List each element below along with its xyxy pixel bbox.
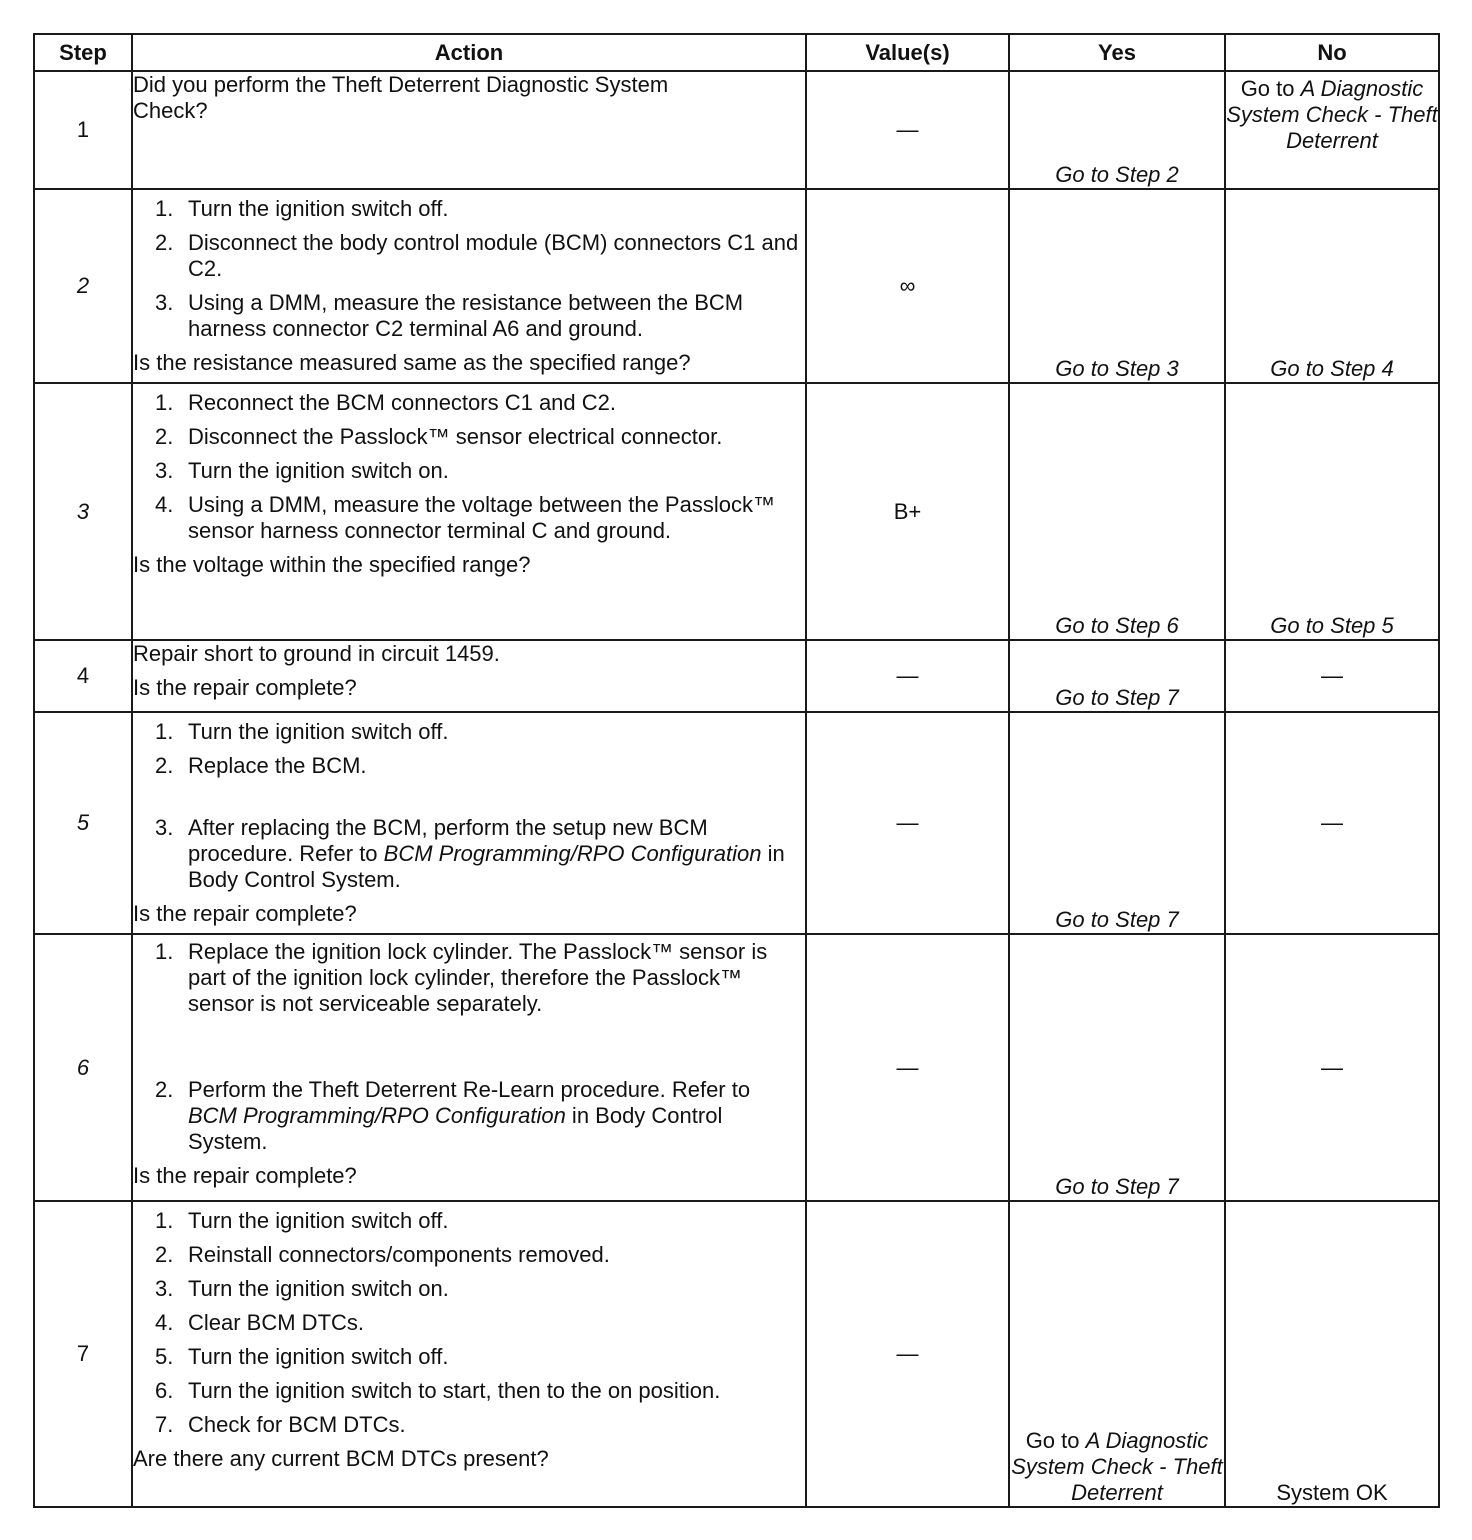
step-number: 7 — [34, 1201, 132, 1507]
action-question: Is the voltage within the specified range? — [133, 552, 531, 577]
action-step: 7. Check for BCM DTCs. — [155, 1412, 406, 1437]
step-number: 3 — [34, 383, 132, 640]
yes-cell: Go to Step 6 — [1009, 383, 1225, 640]
action-cell — [132, 71, 806, 189]
action-steps — [133, 719, 805, 893]
action-step: 2. Replace the BCM. — [155, 753, 367, 778]
reference-link: BCM Programming/RPO Configuration — [383, 841, 762, 866]
table-row — [34, 1201, 1439, 1507]
action-step: 2. Reinstall connectors/components removed. — [155, 1242, 610, 1267]
action-cell — [132, 189, 806, 383]
step-number: 4 — [34, 640, 132, 712]
action-question: Is the repair complete? — [133, 675, 357, 700]
action-step: 2. Disconnect the Passlock™ sensor electrical connector. — [155, 424, 723, 449]
yes-cell: Go to Step 7 — [1009, 640, 1225, 712]
table-row — [34, 640, 1439, 712]
action-step: 6. Turn the ignition switch to start, then to the on position. — [155, 1378, 721, 1403]
action-step: 2. Perform the Theft Deterrent Re-Learn procedure. Refer to BCM Programming/RPO Configuration in Body Control System. — [155, 1077, 751, 1154]
action-step: 1. Reconnect the BCM connectors C1 and C2. — [155, 390, 617, 415]
no-cell: — — [1225, 712, 1439, 934]
no-prefix: Go to — [1240, 76, 1301, 101]
action-step: 3. Using a DMM, measure the resistance between the BCM harness connector C2 terminal A6 and ground. — [155, 290, 744, 341]
yes-cell: Go to Step 7 — [1009, 934, 1225, 1201]
action-text: Repair short to ground in circuit 1459. — [133, 641, 500, 666]
action-cell — [132, 383, 806, 640]
action-step: 1. Turn the ignition switch off. — [155, 1208, 449, 1233]
yes-cell: Go to Step 3 — [1009, 189, 1225, 383]
yes-cell: Go to Step 7 — [1009, 712, 1225, 934]
action-steps — [133, 390, 805, 544]
action-step: 1. Replace the ignition lock cylinder. The Passlock™ sensor is part of the ignition lock cylinder, therefore the Passlock™ sensor is not serviceable separately. — [155, 939, 768, 1016]
header-action: Action — [132, 34, 806, 71]
action-steps — [133, 196, 805, 342]
action-step: 3. After replacing the BCM, perform the setup new BCM procedure. Refer to BCM Programming/RPO Configuration in Body Control System. — [155, 815, 785, 892]
value-cell: — — [806, 71, 1009, 189]
header-step: Step — [34, 34, 132, 71]
no-cell: Go to Step 4 — [1225, 189, 1439, 383]
header-no: No — [1225, 34, 1439, 71]
action-step: 4. Using a DMM, measure the voltage between the Passlock™ sensor harness connector terminal C and ground. — [155, 492, 775, 543]
value-cell: — — [806, 640, 1009, 712]
header-yes: Yes — [1009, 34, 1225, 71]
action-cell — [132, 934, 806, 1201]
table-row — [34, 712, 1439, 934]
no-cell — [1225, 71, 1439, 189]
action-cell — [132, 640, 806, 712]
action-step: 1. Turn the ignition switch off. — [155, 196, 449, 221]
no-reference: A Diagnostic System Check - Theft Deterrent — [1226, 76, 1438, 153]
header-row — [34, 34, 1439, 71]
action-steps — [133, 939, 805, 1155]
action-question: Are there any current BCM DTCs present? — [133, 1446, 549, 1471]
action-steps — [133, 1208, 805, 1438]
no-cell: — — [1225, 640, 1439, 712]
no-cell: — — [1225, 934, 1439, 1201]
reference-link: BCM Programming/RPO Configuration — [188, 1103, 566, 1128]
no-cell: System OK — [1225, 1201, 1439, 1507]
step-number: 5 — [34, 712, 132, 934]
action-step: 4. Clear BCM DTCs. — [155, 1310, 365, 1335]
no-cell: Go to Step 5 — [1225, 383, 1439, 640]
value-cell: — — [806, 712, 1009, 934]
step-number: 1 — [34, 71, 132, 189]
yes-prefix: Go to — [1025, 1428, 1086, 1453]
table-row — [34, 934, 1439, 1201]
value-cell: ∞ — [806, 189, 1009, 383]
action-step: 3. Turn the ignition switch on. — [155, 1276, 449, 1301]
value-cell: — — [806, 934, 1009, 1201]
action-text: Did you perform the Theft Deterrent Diagnostic System Check? — [133, 72, 669, 123]
value-cell: — — [806, 1201, 1009, 1507]
action-step: 3. Turn the ignition switch on. — [155, 458, 449, 483]
yes-reference: A Diagnostic System Check - Theft Deterrent — [1011, 1428, 1223, 1505]
action-question: Is the repair complete? — [133, 1163, 357, 1188]
action-step: 5. Turn the ignition switch off. — [155, 1344, 449, 1369]
table-row — [34, 189, 1439, 383]
yes-cell — [1009, 1201, 1225, 1507]
table-row — [34, 383, 1439, 640]
header-values: Value(s) — [806, 34, 1009, 71]
step-number: 2 — [34, 189, 132, 383]
action-step: 2. Disconnect the body control module (BCM) connectors C1 and C2. — [155, 230, 799, 281]
yes-cell: Go to Step 2 — [1009, 71, 1225, 189]
table-row — [34, 71, 1439, 189]
action-cell — [132, 712, 806, 934]
step-number: 6 — [34, 934, 132, 1201]
diagnostic-table — [33, 33, 1440, 1508]
action-cell — [132, 1201, 806, 1507]
action-step: 1. Turn the ignition switch off. — [155, 719, 449, 744]
action-question: Is the resistance measured same as the specified range? — [133, 350, 691, 375]
value-cell: B+ — [806, 383, 1009, 640]
action-question: Is the repair complete? — [133, 901, 357, 926]
